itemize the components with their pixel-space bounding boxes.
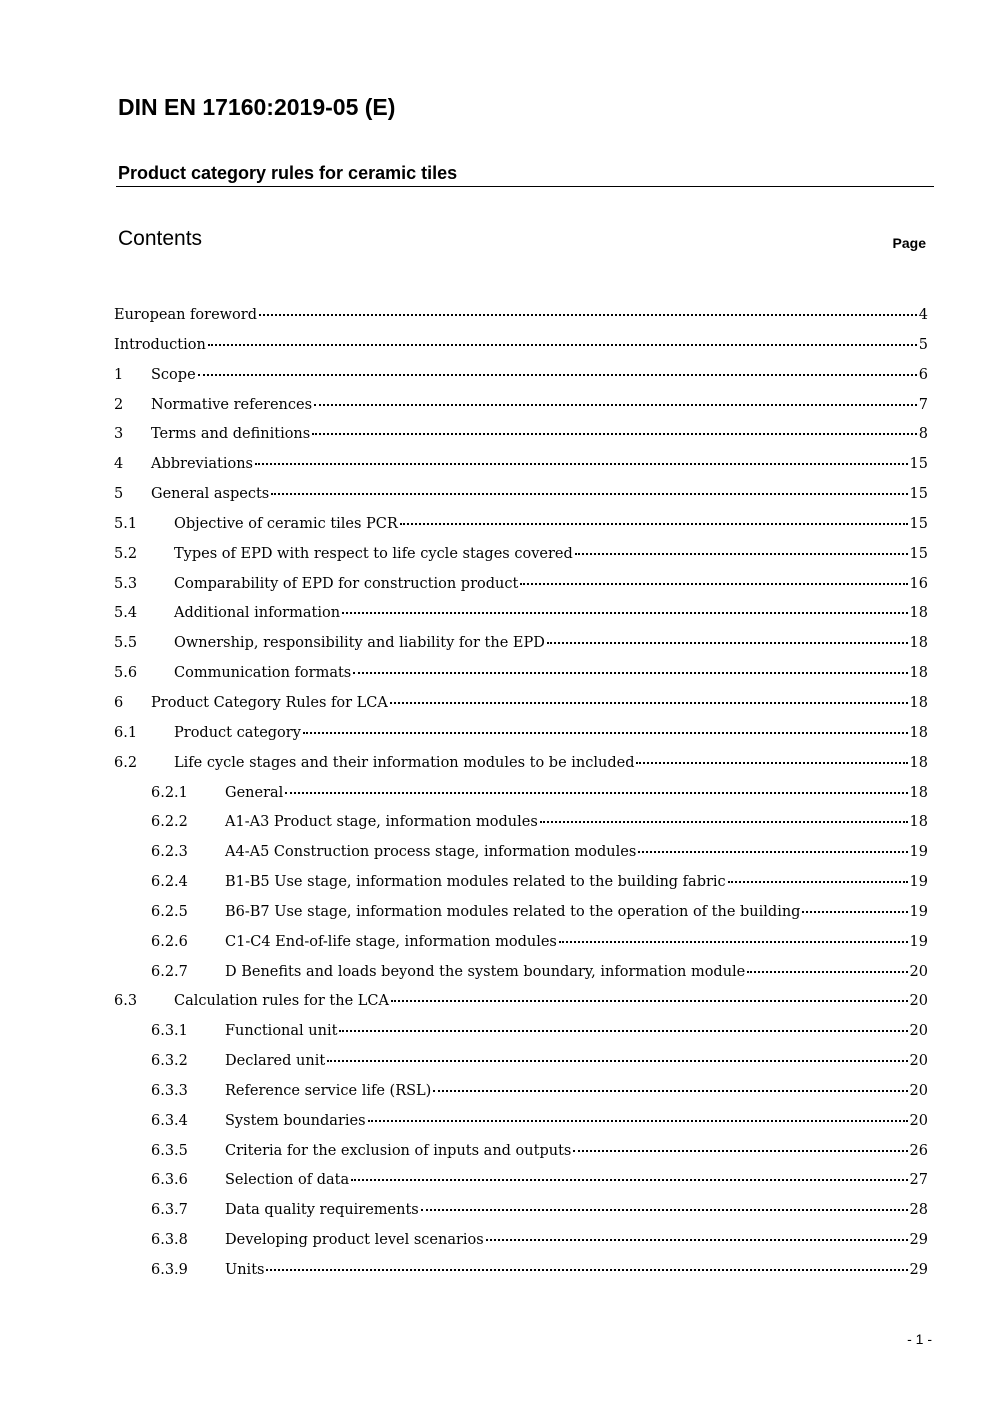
toc-dot-leader [314, 404, 917, 406]
toc-entry-number: 6.3.6 [151, 1172, 188, 1189]
toc-entry-title: Units [225, 1262, 265, 1278]
toc-entry-page: 28 [909, 1202, 928, 1219]
toc-entry-number: 4 [114, 456, 124, 473]
toc-dot-leader [198, 374, 917, 376]
toc-entry-number: 6.3.8 [151, 1232, 188, 1249]
toc-entry[interactable] [114, 331, 928, 361]
toc-entry-page: 18 [909, 635, 928, 652]
toc-entry[interactable] [114, 987, 928, 1017]
toc-entry[interactable] [114, 1196, 928, 1226]
toc-entry-number: 5.6 [114, 665, 138, 682]
toc-dot-leader [266, 1269, 907, 1271]
toc-entry-number: 6.3.9 [151, 1262, 188, 1278]
toc-entry-page: 26 [909, 1142, 928, 1159]
toc-dot-leader [433, 1090, 907, 1092]
toc-entry-number: 6.1 [114, 724, 138, 741]
toc-entry-number: 6.3.3 [151, 1082, 188, 1099]
toc-entry-page: 18 [909, 605, 928, 622]
toc-entry-page: 29 [909, 1262, 928, 1278]
toc-entry-number: 6.3.7 [151, 1202, 188, 1219]
toc-dot-leader [351, 1179, 907, 1181]
toc-entry-title: Selection of data [225, 1172, 350, 1189]
title-divider [116, 186, 934, 187]
toc-entry-title: Declared unit [225, 1053, 326, 1070]
toc-entry-number: 5.1 [114, 515, 138, 532]
toc-entry-number: 6.3.1 [151, 1023, 188, 1040]
toc-entry-title: General [225, 784, 284, 801]
toc-entry-number: 3 [114, 426, 124, 443]
page-number: - 1 - [907, 1331, 932, 1347]
toc-entry-number: 6.3.5 [151, 1142, 188, 1159]
toc-dot-leader [255, 463, 908, 465]
toc-dot-leader [575, 553, 908, 555]
toc-entry-title: B6-B7 Use stage, information modules related to the operation of the building [225, 903, 801, 920]
toc-entry-page: 15 [909, 456, 928, 473]
toc-entry-number: 6.2.1 [151, 784, 188, 801]
toc-entry[interactable] [114, 1047, 928, 1077]
toc-entry[interactable] [114, 838, 928, 868]
toc-entry-title: Life cycle stages and their information modules to be included [174, 754, 635, 771]
toc-entry-number: 2 [114, 396, 124, 413]
toc-entry-title: Terms and definitions [151, 426, 311, 443]
toc-entry-page: 29 [909, 1232, 928, 1249]
toc-dot-leader [520, 583, 907, 585]
toc-entry-title: A4-A5 Construction process stage, information modules [225, 844, 637, 861]
toc-dot-leader [208, 344, 917, 346]
toc-entry[interactable] [114, 301, 928, 331]
toc-entry-title: Calculation rules for the LCA [174, 993, 389, 1010]
toc-entry-title: System boundaries [225, 1112, 366, 1129]
toc-entry-page: 18 [909, 814, 928, 831]
toc-dot-leader [728, 881, 908, 883]
toc-dot-leader [486, 1239, 908, 1241]
toc-entry-title: Product category [174, 724, 301, 741]
toc-dot-leader [400, 523, 908, 525]
toc-entry-title: Objective of ceramic tiles PCR [174, 515, 398, 532]
toc-entry-page: 8 [918, 426, 928, 443]
toc-entry[interactable] [114, 540, 928, 570]
toc-entry[interactable] [114, 689, 928, 719]
toc-entry[interactable] [114, 719, 928, 749]
toc-entry-page: 20 [909, 1082, 928, 1099]
toc-entry[interactable] [114, 570, 928, 600]
toc-entry[interactable] [114, 659, 928, 689]
toc-entry-title: Abbreviations [151, 456, 253, 473]
toc-entry-number: 6.2.3 [151, 844, 188, 861]
toc-dot-leader [559, 941, 908, 943]
toc-entry-title: Ownership, responsibility and liability for the EPD [174, 635, 545, 652]
toc-entry[interactable] [114, 391, 928, 421]
toc-entry[interactable] [114, 510, 928, 540]
toc-entry-number: 6.2.4 [151, 874, 188, 891]
toc-entry-title: Introduction [114, 336, 206, 353]
toc-entry-number: 5.4 [114, 605, 138, 622]
toc-dot-leader [547, 642, 908, 644]
toc-entry-page: 15 [909, 515, 928, 532]
toc-entry-page: 4 [918, 307, 928, 323]
toc-entry[interactable] [114, 779, 928, 809]
toc-entry[interactable] [114, 749, 928, 779]
toc-entry-number: 6.3.2 [151, 1053, 188, 1070]
toc-dot-leader [421, 1209, 908, 1211]
toc-entry-page: 18 [909, 724, 928, 741]
toc-entry-page: 15 [909, 545, 928, 562]
toc-entry-page: 15 [909, 486, 928, 503]
toc-entry-page: 18 [909, 665, 928, 682]
toc-entry-page: 19 [909, 874, 928, 891]
toc-entry-page: 20 [909, 1112, 928, 1129]
toc-dot-leader [339, 1030, 907, 1032]
toc-dot-leader [303, 732, 908, 734]
toc-dot-leader [573, 1150, 907, 1152]
toc-entry[interactable] [114, 868, 928, 898]
toc-entry[interactable] [114, 1166, 928, 1196]
toc-dot-leader [802, 911, 907, 913]
toc-entry-title: Reference service life (RSL) [225, 1082, 432, 1099]
toc-dot-leader [312, 433, 917, 435]
toc-dot-leader [368, 1120, 908, 1122]
toc-entry-page: 20 [909, 1023, 928, 1040]
table-of-contents [114, 301, 928, 1286]
toc-entry[interactable] [114, 450, 928, 480]
contents-heading: Contents [118, 227, 203, 250]
document-subtitle: Product category rules for ceramic tiles [118, 163, 458, 183]
toc-dot-leader [353, 672, 907, 674]
toc-entry-number: 5.3 [114, 575, 138, 592]
toc-entry-title: Types of EPD with respect to life cycle stages covered [174, 545, 573, 562]
toc-entry-page: 5 [918, 336, 928, 353]
toc-entry-page: 18 [909, 754, 928, 771]
toc-entry-title: C1-C4 End-of-life stage, information modules [225, 933, 557, 950]
toc-entry-title: Communication formats [174, 665, 352, 682]
toc-entry-number: 5.5 [114, 635, 138, 652]
toc-entry-title: A1-A3 Product stage, information modules [225, 814, 538, 831]
toc-entry-title: Scope [151, 366, 196, 383]
toc-entry-page: 19 [909, 933, 928, 950]
toc-entry[interactable] [114, 480, 928, 510]
toc-dot-leader [285, 792, 907, 794]
toc-entry-title: Comparability of EPD for construction product [174, 575, 519, 592]
page-column-label: Page [892, 235, 926, 251]
toc-entry-number: 6.2.5 [151, 903, 188, 920]
toc-entry[interactable] [114, 1017, 928, 1047]
toc-entry-page: 19 [909, 903, 928, 920]
toc-entry-number: 6.2.7 [151, 963, 188, 980]
toc-entry-page: 20 [909, 1053, 928, 1070]
toc-entry-page: 20 [909, 963, 928, 980]
toc-entry[interactable] [114, 1256, 928, 1286]
toc-entry-title: B1-B5 Use stage, information modules related to the building fabric [225, 874, 726, 891]
toc-dot-leader [638, 851, 907, 853]
toc-dot-leader [390, 702, 908, 704]
toc-dot-leader [747, 971, 907, 973]
toc-entry[interactable] [114, 1226, 928, 1256]
toc-dot-leader [342, 612, 908, 614]
toc-entry-number: 5 [114, 486, 124, 503]
toc-entry-title: Normative references [151, 396, 313, 413]
toc-entry-page: 18 [909, 784, 928, 801]
toc-dot-leader [327, 1060, 907, 1062]
toc-entry[interactable] [114, 1107, 928, 1137]
toc-dot-leader [636, 762, 907, 764]
toc-entry[interactable] [114, 958, 928, 988]
toc-entry-number: 6.2.6 [151, 933, 188, 950]
toc-entry-title: Functional unit [225, 1023, 338, 1040]
toc-entry-title: Additional information [174, 605, 341, 622]
toc-entry[interactable] [114, 808, 928, 838]
toc-entry-number: 6.2.2 [151, 814, 188, 831]
toc-entry[interactable] [114, 928, 928, 958]
toc-entry[interactable] [114, 361, 928, 391]
toc-entry-title: Product Category Rules for LCA [151, 694, 388, 711]
toc-dot-leader [259, 314, 917, 316]
toc-entry-page: 6 [918, 366, 928, 383]
document-title: DIN EN 17160:2019-05 (E) [118, 94, 396, 120]
toc-entry-number: 6.3.4 [151, 1112, 188, 1129]
toc-entry-number: 6.2 [114, 754, 138, 771]
toc-entry[interactable] [114, 1077, 928, 1107]
toc-entry-title: Developing product level scenarios [225, 1232, 484, 1249]
toc-entry-page: 27 [909, 1172, 928, 1189]
toc-entry-number: 5.2 [114, 545, 138, 562]
toc-entry-title: European foreword [114, 307, 258, 323]
toc-entry-title: General aspects [151, 486, 270, 503]
toc-entry-page: 20 [909, 993, 928, 1010]
toc-entry[interactable] [114, 898, 928, 928]
toc-entry-title: Data quality requirements [225, 1202, 419, 1219]
toc-entry[interactable] [114, 420, 928, 450]
toc-entry-page: 7 [918, 396, 928, 413]
toc-entry-page: 19 [909, 844, 928, 861]
toc-entry[interactable] [114, 599, 928, 629]
toc-entry-number: 6 [114, 694, 124, 711]
toc-entry-title: D Benefits and loads beyond the system boundary, information module [225, 963, 746, 980]
toc-entry[interactable] [114, 629, 928, 659]
toc-dot-leader [391, 1000, 908, 1002]
toc-entry-title: Criteria for the exclusion of inputs and outputs [225, 1142, 572, 1159]
toc-dot-leader [540, 821, 908, 823]
toc-entry-page: 16 [909, 575, 928, 592]
toc-entry-number: 6.3 [114, 993, 138, 1010]
toc-dot-leader [271, 493, 907, 495]
toc-entry-number: 1 [114, 366, 124, 383]
toc-entry[interactable] [114, 1137, 928, 1167]
toc-entry-page: 18 [909, 694, 928, 711]
